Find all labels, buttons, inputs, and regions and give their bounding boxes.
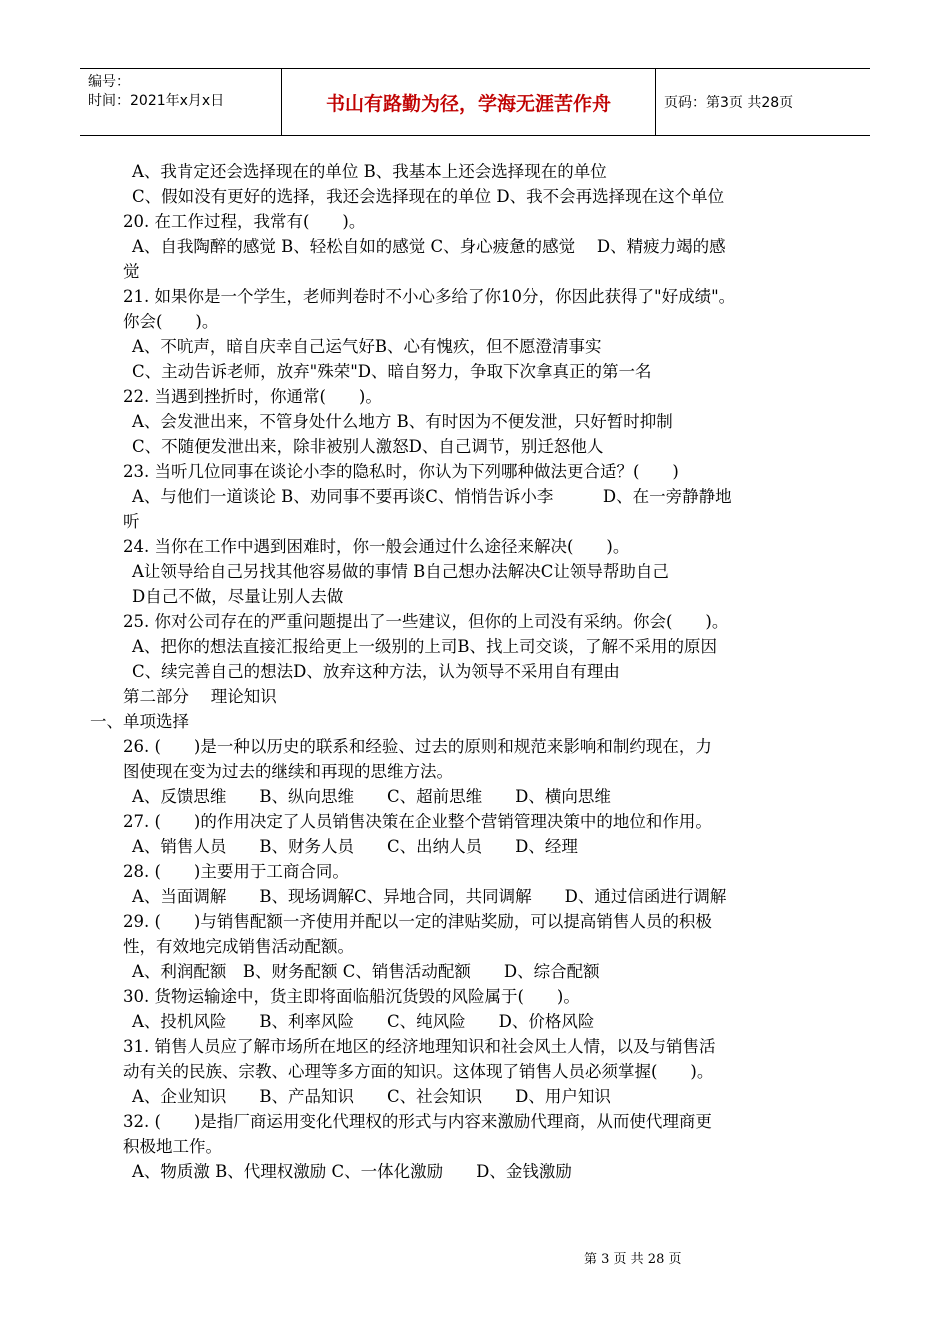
doc-time-label: 时间：2021年x月x日: [88, 93, 225, 109]
text-line: 图使现在变为过去的继续和再现的思维方法。: [123, 762, 453, 781]
text-line: A让领导给自己另找其他容易做的事情 B自己想办法解决C让领导帮助自己: [132, 562, 669, 581]
text-line: A、不吭声，暗自庆幸自己运气好B、心有愧疚，但不愿澄清事实: [132, 337, 602, 356]
question-line: 20. 在工作过程，我常有( )。: [123, 212, 366, 231]
question-line: 31. 销售人员应了解市场所在地区的经济地理知识和社会风土人情，以及与销售活: [123, 1037, 716, 1056]
text-line: A、把你的想法直接汇报给更上一级别的上司B、找上司交谈，了解不采用的原因: [132, 637, 718, 656]
question-line: 22. 当遇到挫折时，你通常( )。: [123, 387, 382, 406]
question-line: 24. 当你在工作中遇到困难时，你一般会通过什么途径来解决( )。: [123, 537, 630, 556]
text-line: 动有关的民族、宗教、心理等多方面的知识。这体现了销售人员必须掌握( )。: [123, 1062, 714, 1081]
question-line: 30. 货物运输途中，货主即将面临船沉货毁的风险属于( )。: [123, 987, 580, 1006]
question-line: 26. ( )是一种以历史的联系和经验、过去的原则和规范来影响和制约现在，力: [123, 737, 712, 756]
page-footer: 第 3 页 共 28 页: [584, 1252, 682, 1267]
question-line: 23. 当听几位同事在谈论小李的隐私时，你认为下列哪种做法更合适？( ): [123, 462, 679, 481]
header-meta: [80, 69, 282, 135]
question-line: 21. 如果你是一个学生，老师判卷时不小心多给了你10分，你因此获得了"好成绩"。: [123, 287, 736, 306]
question-line: 28. ( )主要用于工商合同。: [123, 862, 349, 881]
text-line: A、反馈思维 B、纵向思维 C、超前思维 D、横向思维: [132, 787, 611, 806]
text-line: C、主动告诉老师，放弃"殊荣"D、暗自努力，争取下次拿真正的第一名: [132, 362, 652, 381]
text-line: D自己不做，尽量让别人去做: [132, 587, 344, 606]
text-line: C、不随便发泄出来，除非被别人激怒D、自己调节，别迁怒他人: [132, 437, 604, 456]
text-line: A、企业知识 B、产品知识 C、社会知识 D、用户知识: [132, 1087, 611, 1106]
text-line: 听: [123, 512, 140, 531]
text-line: 觉: [123, 262, 140, 281]
text-line: A、利润配额 B、财务配额 C、销售活动配额 D、综合配额: [132, 962, 600, 981]
question-line: 32. ( )是指厂商运用变化代理权的形式与内容来激励代理商，从而使代理商更: [123, 1112, 712, 1131]
text-line: A、会发泄出来，不管身处什么地方 B、有时因为不便发泄，只好暂时抑制: [132, 412, 673, 431]
text-line: A、物质激 B、代理权激励 C、一体化激励 D、金钱激励: [132, 1162, 572, 1181]
text-line: A、与他们一道谈论 B、劝同事不要再谈C、悄悄告诉小李 D、在一旁静静地: [132, 487, 732, 506]
text-line: 积极地工作。: [123, 1137, 222, 1156]
page-header: [80, 68, 870, 136]
text-line: A、销售人员 B、财务人员 C、出纳人员 D、经理: [132, 837, 578, 856]
section-heading: 第二部分 理论知识: [123, 687, 277, 706]
subsection-heading: 一、单项选择: [90, 712, 189, 731]
text-line: C、续完善自己的想法D、放弃这种方法，认为领导不采用自有理由: [132, 662, 620, 681]
text-line: C、假如没有更好的选择，我还会选择现在的单位 D、我不会再选择现在这个单位: [132, 187, 725, 206]
question-line: 29. ( )与销售配额一齐使用并配以一定的津贴奖励，可以提高销售人员的积极: [123, 912, 712, 931]
text-line: A、我肯定还会选择现在的单位 B、我基本上还会选择现在的单位: [132, 162, 607, 181]
text-line: A、自我陶醉的感觉 B、轻松自如的感觉 C、身心疲惫的感觉 D、精疲力竭的感: [132, 237, 726, 256]
doc-code-label: 编号：: [88, 74, 130, 90]
text-line: A、投机风险 B、利率风险 C、纯风险 D、价格风险: [132, 1012, 595, 1031]
text-line: 性，有效地完成销售活动配额。: [123, 937, 354, 956]
header-motto: 书山有路勤为径，学海无涯苦作舟: [282, 69, 656, 135]
question-line: 25. 你对公司存在的严重问题提出了一些建议，但你的上司没有采纳。你会( )。: [123, 612, 729, 631]
header-page-label: 页码：第3页 共28页: [664, 95, 794, 111]
text-line: 你会( )。: [123, 312, 219, 331]
question-line: 27. ( )的作用决定了人员销售决策在企业整个营销管理决策中的地位和作用。: [123, 812, 712, 831]
text-line: A、当面调解 B、现场调解C、异地合同，共同调解 D、通过信函进行调解: [132, 887, 727, 906]
